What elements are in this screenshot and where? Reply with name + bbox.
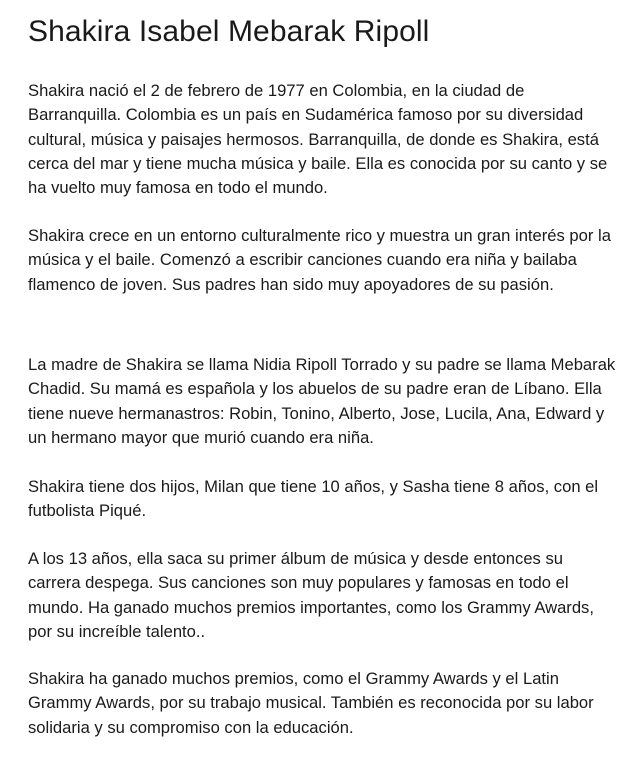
paragraph-awards: Shakira ha ganado muchos premios, como el Grammy Awards y el Latin Grammy Awards, por su trabajo musical. También es reconocida por su labor solidaria y su compromiso con la educación.: [28, 669, 594, 737]
paragraph-career: A los 13 años, ella saca su primer álbum de música y desde entonces su carrera despega. Sus canciones son muy populares y famosas en todo el mundo. Ha ganado muchos premios importantes, como los Grammy Awards, por su increíble talento..: [28, 549, 594, 641]
paragraph-children: Shakira tiene dos hijos, Milan que tiene 10 años, y Sasha tiene 8 años, con el futbolista Piqué.: [28, 477, 599, 521]
page-title: Shakira Isabel Mebarak Ripoll: [28, 15, 430, 48]
paragraph-childhood: Shakira crece en un entorno culturalmente rico y muestra un gran interés por la música y el baile. Comenzó a escribir canciones cuando era niña y bailaba flamenco de joven. Sus padres han sido muy apoyadores de su pasión.: [28, 226, 611, 294]
paragraph-family: La madre de Shakira se llama Nidia Ripoll Torrado y su padre se llama Mebarak Chadid. Su mamá es española y los abuelos de su padre eran de Líbano. Ella tiene nueve hermanastros: Robin, Tonino, Alberto, Jose, Lucila, Ana, Edward y un hermano mayor que murió cuando era niña.: [28, 355, 616, 447]
paragraph-birth: Shakira nació el 2 de febrero de 1977 en Colombia, en la ciudad de Barranquilla. Colombia es un país en Sudamérica famoso por su diversidad cultural, música y paisajes hermosos. Barranquilla, de donde es Shakira, está cerca del mar y tiene mucha música y baile. Ella es conocida por su canto y se ha vuelto muy famosa en todo el mundo.: [28, 81, 608, 198]
